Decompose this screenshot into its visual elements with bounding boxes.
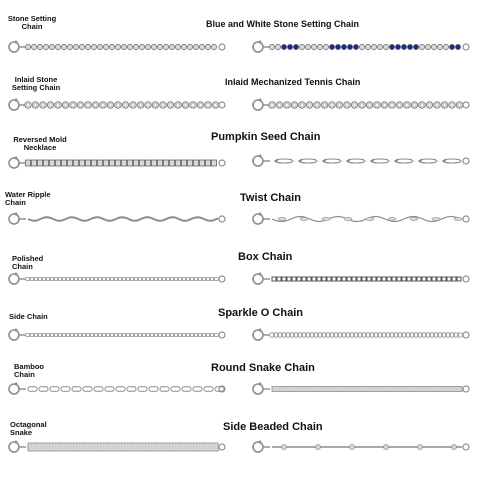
chain-links (272, 217, 462, 222)
chain-links (28, 443, 219, 451)
chain-links (25, 44, 216, 49)
label-bamboo-chain: Bamboo Chain (14, 362, 44, 379)
lobster-clasp-icon (9, 99, 26, 111)
chain-links (25, 277, 218, 280)
label-side-beaded-chain: Side Beaded Chain (223, 421, 323, 433)
label-inlaid-mechanized-tennis-chain: Inlaid Mechanized Tennis Chain (225, 77, 361, 87)
end-ring-icon (463, 158, 469, 164)
label-water-ripple-chain: Water Ripple Chain (5, 190, 51, 207)
end-ring-icon (219, 102, 225, 108)
lobster-clasp-icon (9, 157, 26, 169)
chain-links (272, 277, 461, 281)
chain-water-ripple (6, 208, 226, 230)
chain-side (6, 324, 226, 346)
label-inlaid-stone-setting-chain: Inlaid Stone Setting Chain (11, 75, 61, 92)
chain-links (269, 44, 460, 49)
lobster-clasp-icon (9, 41, 26, 53)
lobster-clasp-icon (9, 213, 26, 225)
label-side-chain: Side Chain (9, 312, 48, 321)
end-ring-icon (463, 216, 469, 222)
lobster-clasp-icon (253, 329, 270, 341)
end-ring-icon (463, 102, 469, 108)
label-polished-chain: Polished Chain (12, 254, 44, 271)
lobster-clasp-icon (253, 441, 270, 453)
chain-twist (250, 208, 470, 230)
end-ring-icon (463, 332, 469, 338)
chain-links (269, 333, 462, 337)
label-blue-white-stone-chain: Blue and White Stone Setting Chain (206, 19, 359, 29)
lobster-clasp-icon (253, 383, 270, 395)
label-stone-setting-chain: Stone Setting Chain (7, 14, 57, 31)
lobster-clasp-icon (9, 329, 26, 341)
chain-links (272, 387, 463, 392)
lobster-clasp-icon (253, 213, 270, 225)
label-box-chain: Box Chain (238, 251, 293, 263)
chain-links (25, 333, 218, 336)
label-octagonal-snake: Octagonal Snake (10, 420, 47, 437)
chain-pumpkin-seed (250, 150, 470, 172)
lobster-clasp-icon (253, 273, 270, 285)
end-ring-icon (463, 444, 469, 450)
label-pumpkin-seed-chain: Pumpkin Seed Chain (211, 131, 321, 143)
end-ring-icon (219, 444, 225, 450)
chain-polished (6, 268, 226, 290)
chain-links (25, 160, 216, 166)
chain-links (272, 445, 462, 450)
chain-blue-white-stone (250, 36, 470, 58)
lobster-clasp-icon (9, 441, 26, 453)
chain-links (269, 102, 463, 109)
end-ring-icon (219, 276, 225, 282)
label-round-snake-chain: Round Snake Chain (211, 362, 315, 374)
end-ring-icon (463, 386, 469, 392)
chain-box (250, 268, 470, 290)
chain-links (28, 387, 224, 391)
chain-links (274, 159, 461, 163)
chain-inlaid-stone-setting (6, 94, 226, 116)
chain-octagonal-snake (6, 436, 226, 458)
chain-links (25, 102, 219, 109)
label-twist-chain: Twist Chain (240, 192, 301, 204)
chain-links (28, 217, 218, 221)
chain-bamboo (6, 378, 226, 400)
chain-stone-setting (6, 36, 226, 58)
lobster-clasp-icon (253, 99, 270, 111)
label-reversed-mold-necklace: Reversed Mold Necklace (13, 135, 67, 152)
end-ring-icon (219, 216, 225, 222)
end-ring-icon (463, 44, 469, 50)
lobster-clasp-icon (253, 41, 270, 53)
lobster-clasp-icon (9, 383, 26, 395)
label-sparkle-o-chain: Sparkle O Chain (218, 307, 303, 319)
chain-sparkle-o (250, 324, 470, 346)
chain-inlaid-mechanized-tennis (250, 94, 470, 116)
chain-round-snake (250, 378, 470, 400)
lobster-clasp-icon (253, 155, 270, 167)
chain-side-beaded (250, 436, 470, 458)
chain-reversed-mold (6, 152, 226, 174)
end-ring-icon (219, 160, 225, 166)
lobster-clasp-icon (9, 273, 26, 285)
end-ring-icon (219, 332, 225, 338)
end-ring-icon (219, 44, 225, 50)
end-ring-icon (463, 276, 469, 282)
